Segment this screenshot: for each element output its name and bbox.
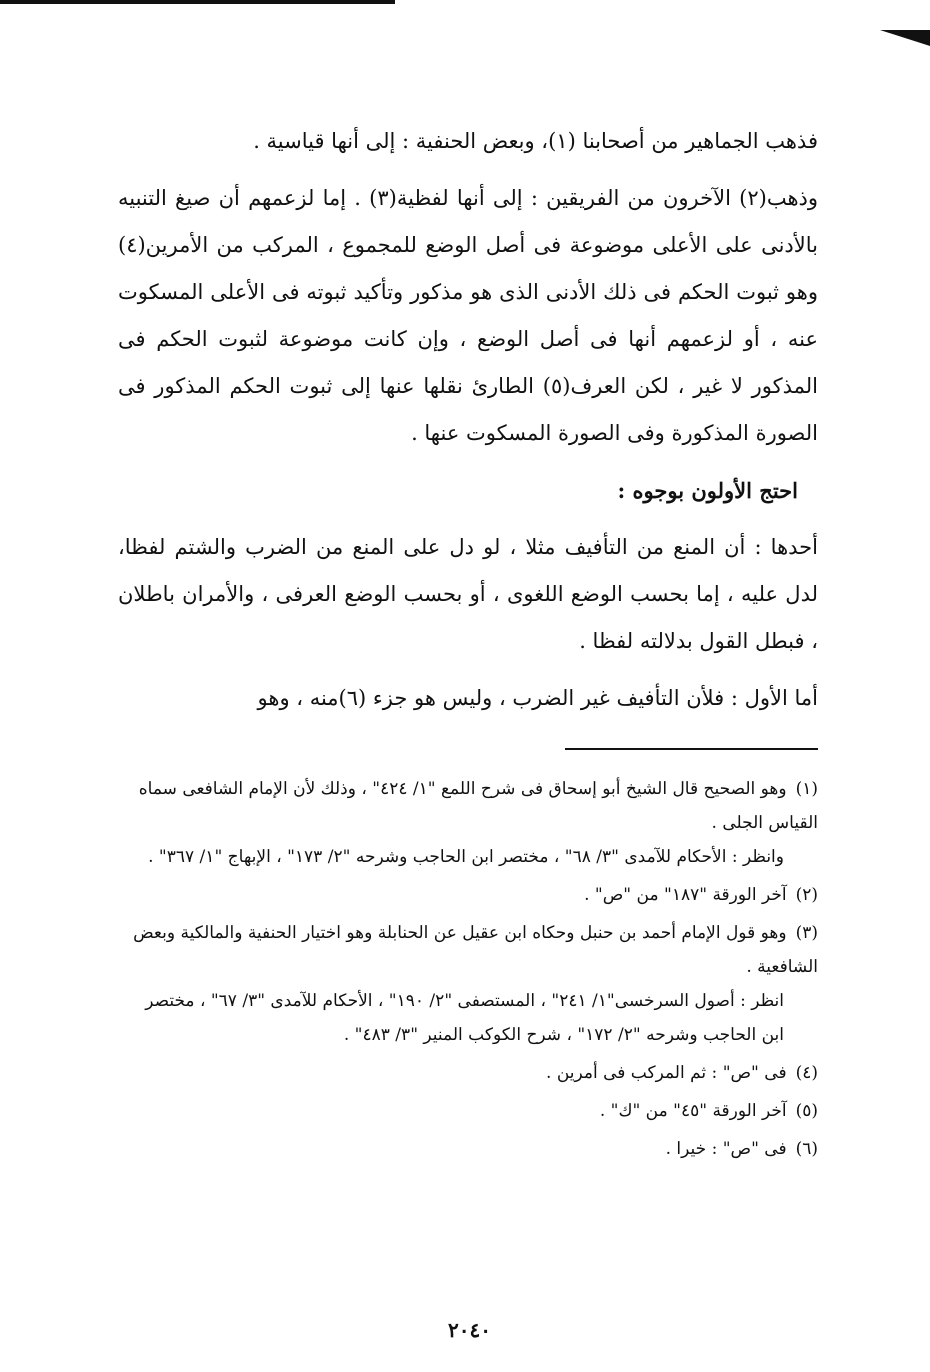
footnote-number: (١) [795,779,818,799]
document-page [118,118,818,1166]
footnote-4 [118,1056,818,1090]
footnote-text: آخر الورقة "١٨٧" من "ص" . [584,885,787,905]
footnote-text: وهو قول الإمام أحمد بن حنبل وحكاه ابن عقيل عن الحنابلة وهو اختيار الحنفية والمالكية وبعض الشافعية . [133,923,818,977]
footnote-separator [565,748,818,750]
paragraph-3: أحدها : أن المنع من التأفيف مثلا ، لو دل على المنع من الضرب والشتم لفظا، لدل عليه ، إما بحسب الوضع اللغوى ، أو بحسب الوضع العرفى ، والأمران باطلان ، فبطل القول بدلالته لفظا . [118,535,818,653]
footnotes [118,772,818,1166]
paragraph-4: أما الأول : فلأن التأفيف غير الضرب ، وليس هو جزء (٦)منه ، وهو [257,686,818,710]
paragraph-2: وذهب(٢) الآخرون من الفريقين : إلى أنها لفظية(٣) . إما لزعمهم أن صيغ التنبيه بالأدنى على الأعلى موضوعة فى أصل الوضع للمجموع ، المركب من الأمرين(٤) وهو ثبوت الحكم فى ذلك الأدنى الذى هو مذكور وتأكيد ثبوته فى الأعلى المسكوت عنه ، أو لزعمهم أنها فى أصل الوضع ، وإن كانت موضوعة لثبوت الحكم فى المذكور لا غير ، لكن العرف(٥) الطارئ نقلها عنها إلى ثبوت الحكم المذكور فى الصورة المذكورة وفى الصورة المسكوت عنها . [118,186,819,445]
section-heading: احتج الأولون بوجوه : [617,478,798,503]
footnote-text: وهو الصحيح قال الشيخ أبو إسحاق فى شرح اللمع "١/ ٤٢٤" ، وذلك لأن الإمام الشافعى سماه القياس الجلى . [138,779,818,833]
footnote-5 [118,1094,818,1128]
footnote-text: آخر الورقة "٤٥" من "ك" . [599,1101,787,1121]
paragraph-1: فذهب الجماهير من أصحابنا (١)، وبعض الحنفية : إلى أنها قياسية . [253,129,818,153]
footnote-number: (٤) [795,1063,818,1083]
corner-arrow-mark [880,30,930,68]
footnote-text: فى "ص" : ثم المركب فى أمرين . [546,1063,787,1083]
footnote-3 [118,916,818,984]
footnote-3-continuation: انظر : أصول السرخسى"١/ ٢٤١" ، المستصفى "٢/ ١٩٠" ، الأحكام للآمدى "٣/ ٦٧" ، مختصر ابن الحاجب وشرحه "٢/ ١٧٢" ، شرح الكوكب المنير "٣/ ٤٨٣" . [145,991,784,1045]
main-body-text [118,118,818,722]
scan-edge-line [0,0,395,4]
footnote-1 [118,772,818,840]
page-number: ٢٠٤٠ [448,1318,491,1342]
footnote-2 [118,878,818,912]
footnote-number: (٦) [795,1139,818,1159]
footnote-number: (٣) [795,923,818,943]
footnote-1-continuation: وانظر : الأحكام للآمدى "٣/ ٦٨" ، مختصر ابن الحاجب وشرحه "٢/ ١٧٣" ، الإبهاج "١/ ٣٦٧" . [148,847,784,867]
footnote-6 [118,1132,818,1166]
footnote-number: (٥) [795,1101,818,1121]
footnote-text: فى "ص" : خيرا . [665,1139,787,1159]
footnote-number: (٢) [795,885,818,905]
